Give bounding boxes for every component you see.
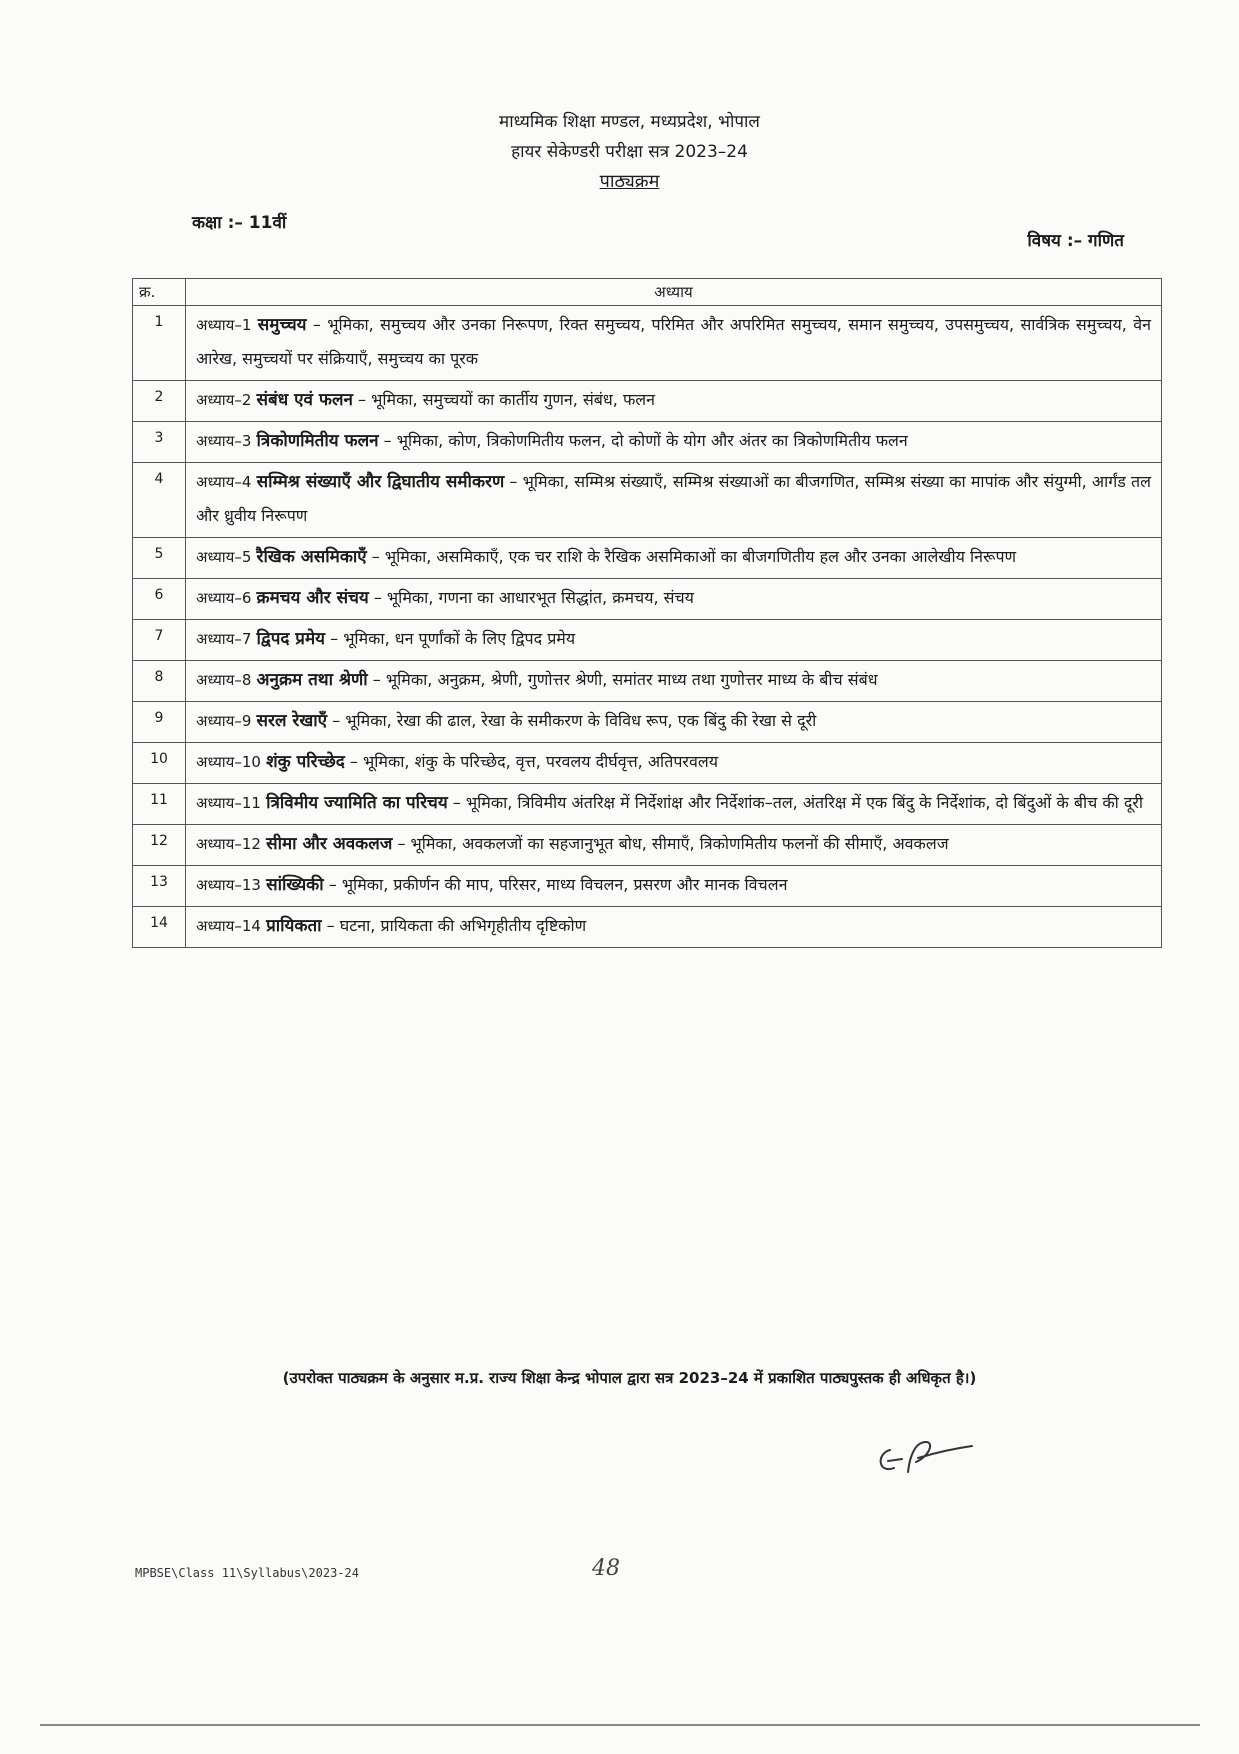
chapter-number: अध्याय–5 [196,548,252,566]
chapter-title: संबंध एवं फलन [256,390,353,410]
row-number: 7 [133,620,186,661]
chapter-topics: भूमिका, समुच्चय और उनका निरूपण, रिक्त समुच्चय, परिमित और अपरिमित समुच्चय, समान समुच्चय, उपसमुच्चय, सार्वत्रिक समुच्चय, वेन आरेख, समुच्चयों पर संक्रियाएँ, समुच्चय का पूरक [196,315,1151,368]
footer-page-number: 48 [592,1556,620,1581]
chapter-title: सांख्यिकी [266,875,324,895]
chapter-topics: भूमिका, कोण, त्रिकोणमितीय फलन, दो कोणों के योग और अंतर का त्रिकोणमितीय फलन [396,431,908,450]
chapter-number: अध्याय–12 [196,835,261,853]
row-content: अध्याय–12 सीमा और अवकलज – भूमिका, अवकलजों का सहजानुभूत बोध, सीमाएँ, त्रिकोणमितीय फलनों की सीमाएँ, अवकलज [186,825,1162,866]
chapter-number: अध्याय–10 [196,753,261,771]
row-content: अध्याय–9 सरल रेखाएँ – भूमिका, रेखा की ढाल, रेखा के समीकरण के विविध रूप, एक बिंदु की रेखा से दूरी [186,702,1162,743]
table-row [133,538,1162,579]
table-row [133,463,1162,538]
chapter-number: अध्याय–3 [196,432,252,450]
table-row [133,702,1162,743]
chapter-topics: भूमिका, शंकु के परिच्छेद, वृत्त, परवलय दीर्घवृत्त, अतिपरवलय [363,752,718,771]
chapter-number: अध्याय–14 [196,917,261,935]
class-label: कक्षा :– 11वीं [192,213,287,233]
row-content: अध्याय–14 प्रायिकता – घटना, प्रायिकता की अभिगृहीतीय दृष्टिकोण [186,907,1162,948]
row-number: 9 [133,702,186,743]
row-number: 13 [133,866,186,907]
row-content: अध्याय–13 सांख्यिकी – भूमिका, प्रकीर्णन की माप, परिसर, माध्य विचलन, प्रसरण और मानक विचलन [186,866,1162,907]
row-content: अध्याय–8 अनुक्रम तथा श्रेणी – भूमिका, अनुक्रम, श्रेणी, गुणोत्तर श्रेणी, समांतर माध्य तथा गुणोत्तर माध्य के बीच संबंध [186,661,1162,702]
syllabus-table [132,278,1162,948]
column-header-chapter: अध्याय [186,279,1162,306]
chapter-title: प्रायिकता [266,916,322,936]
table-row [133,381,1162,422]
chapter-title: सम्मिश्र संख्याएँ और द्विघातीय समीकरण [256,472,505,492]
table-row [133,907,1162,948]
table-row [133,866,1162,907]
row-content: अध्याय–4 सम्मिश्र संख्याएँ और द्विघातीय समीकरण – भूमिका, सम्मिश्र संख्याएँ, सम्मिश्र संख्याओं का बीजगणित, सम्मिश्र संख्या का मापांक और संयुग्मी, आर्गंड तल और ध्रुवीय निरूपण [186,463,1162,538]
row-number: 2 [133,381,186,422]
chapter-title: समुच्चय [257,315,307,335]
syllabus-rows [133,306,1162,948]
footer-file-path: MPBSE\Class 11\Syllabus\2023-24 [135,1566,359,1580]
row-number: 5 [133,538,186,579]
row-content: अध्याय–7 द्विपद प्रमेय – भूमिका, धन पूर्णांकों के लिए द्विपद प्रमेय [186,620,1162,661]
column-header-number: क्र. [133,279,186,306]
row-number: 3 [133,422,186,463]
subject-label: विषय :– गणित [1027,231,1124,251]
chapter-title: शंकु परिच्छेद [266,752,345,772]
page-title: पाठ्यक्रम [599,171,660,192]
exam-session: हायर सेकेण्डरी परीक्षा सत्र 2023–24 [511,142,748,162]
table-row [133,784,1162,825]
row-content: अध्याय–2 संबंध एवं फलन – भूमिका, समुच्चयों का कार्तीय गुणन, संबंध, फलन [186,381,1162,422]
row-content: अध्याय–3 त्रिकोणमितीय फलन – भूमिका, कोण, त्रिकोणमितीय फलन, दो कोणों के योग और अंतर का त्रिकोणमितीय फलन [186,422,1162,463]
chapter-topics: भूमिका, असमिकाएँ, एक चर राशि के रैखिक असमिकाओं का बीजगणितीय हल और उनका आलेखीय निरूपण [384,547,1017,566]
board-name: माध्यमिक शिक्षा मण्डल, मध्यप्रदेश, भोपाल [499,112,760,132]
table-row [133,743,1162,784]
chapter-number: अध्याय–9 [196,712,252,730]
row-content: अध्याय–10 शंकु परिच्छेद – भूमिका, शंकु के परिच्छेद, वृत्त, परवलय दीर्घवृत्त, अतिपरवलय [186,743,1162,784]
chapter-number: अध्याय–1 [196,316,252,334]
chapter-title: अनुक्रम तथा श्रेणी [256,670,368,690]
chapter-number: अध्याय–8 [196,671,252,689]
row-number: 12 [133,825,186,866]
row-number: 10 [133,743,186,784]
chapter-topics: भूमिका, सम्मिश्र संख्याएँ, सम्मिश्र संख्याओं का बीजगणित, सम्मिश्र संख्या का मापांक और संयुग्मी, आर्गंड तल और ध्रुवीय निरूपण [196,472,1151,525]
chapter-number: अध्याय–6 [196,589,252,607]
chapter-title: द्विपद प्रमेय [256,629,326,649]
chapter-topics: भूमिका, धन पूर्णांकों के लिए द्विपद प्रमेय [343,629,576,648]
chapter-topics: भूमिका, रेखा की ढाल, रेखा के समीकरण के विविध रूप, एक बिंदु की रेखा से दूरी [345,711,817,730]
row-number: 4 [133,463,186,538]
table-row [133,825,1162,866]
table-row [133,306,1162,381]
bottom-divider [40,1724,1200,1726]
row-content: अध्याय–1 समुच्चय – भूमिका, समुच्चय और उनका निरूपण, रिक्त समुच्चय, परिमित और अपरिमित समुच्चय, समान समुच्चय, उपसमुच्चय, सार्वत्रिक समुच्चय, वेन आरेख, समुच्चयों पर संक्रियाएँ, समुच्चय का पूरक [186,306,1162,381]
chapter-number: अध्याय–4 [196,473,252,491]
table-row [133,661,1162,702]
row-content: अध्याय–6 क्रमचय और संचय – भूमिका, गणना का आधारभूत सिद्धांत, क्रमचय, संचय [186,579,1162,620]
chapter-number: अध्याय–7 [196,630,252,648]
chapter-number: अध्याय–2 [196,391,252,409]
chapter-topics: भूमिका, प्रकीर्णन की माप, परिसर, माध्य विचलन, प्रसरण और मानक विचलन [341,875,788,894]
chapter-title: सरल रेखाएँ [256,711,328,731]
chapter-title: त्रिकोणमितीय फलन [256,431,379,451]
row-number: 14 [133,907,186,948]
chapter-title: क्रमचय और संचय [256,588,369,608]
chapter-topics: भूमिका, अनुक्रम, श्रेणी, गुणोत्तर श्रेणी, समांतर माध्य तथा गुणोत्तर माध्य के बीच संबंध [385,670,878,689]
signature-icon [868,1428,978,1488]
chapter-number: अध्याय–13 [196,876,261,894]
chapter-title: रैखिक असमिकाएँ [256,547,367,567]
row-content: अध्याय–11 त्रिविमीय ज्यामिति का परिचय – भूमिका, त्रिविमीय अंतरिक्ष में निर्देशांक्ष और निर्देशांक–तल, अंतरिक्ष में एक बिंदु के निर्देशांक, दो बिंदुओं के बीच की दूरी [186,784,1162,825]
table-row [133,620,1162,661]
chapter-number: अध्याय–11 [196,794,261,812]
row-content: अध्याय–5 रैखिक असमिकाएँ – भूमिका, असमिकाएँ, एक चर राशि के रैखिक असमिकाओं का बीजगणितीय हल और उनका आलेखीय निरूपण [186,538,1162,579]
footnote: (उपरोक्त पाठ्यक्रम के अनुसार म.प्र. राज्य शिक्षा केन्द्र भोपाल द्वारा सत्र 2023–24 में प्रकाशित पाठ्यपुस्तक ही अधिकृत है।) [282,1369,977,1387]
chapter-topics: भूमिका, गणना का आधारभूत सिद्धांत, क्रमचय, संचय [386,588,694,607]
chapter-title: सीमा और अवकलज [266,834,393,854]
chapter-topics: भूमिका, अवकलजों का सहजानुभूत बोध, सीमाएँ, त्रिकोणमितीय फलनों की सीमाएँ, अवकलज [410,834,949,853]
table-row [133,579,1162,620]
chapter-topics: भूमिका, त्रिविमीय अंतरिक्ष में निर्देशांक्ष और निर्देशांक–तल, अंतरिक्ष में एक बिंदु के निर्देशांक, दो बिंदुओं के बीच की दूरी [465,793,1144,812]
row-number: 6 [133,579,186,620]
row-number: 11 [133,784,186,825]
table-row [133,422,1162,463]
table-header-row [133,279,1162,306]
row-number: 8 [133,661,186,702]
row-number: 1 [133,306,186,381]
chapter-title: त्रिविमीय ज्यामिति का परिचय [266,793,448,813]
chapter-topics: भूमिका, समुच्चयों का कार्तीय गुणन, संबंध, फलन [371,390,656,409]
chapter-topics: घटना, प्रायिकता की अभिगृहीतीय दृष्टिकोण [339,916,587,935]
